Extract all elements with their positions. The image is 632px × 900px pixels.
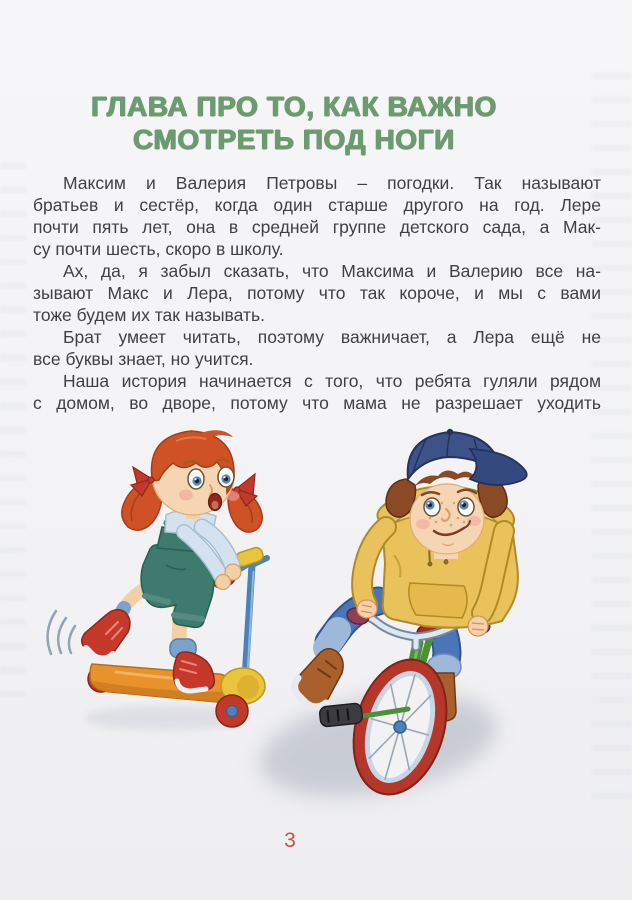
text-line: зывают Макс и Лера, потому что так короче, и мы с вами xyxy=(33,283,601,303)
text-line: почти пять лет, она в средней группе детского сада, а Мак- xyxy=(33,217,601,237)
text-line: Ах, да, я забыл сказать, что Максима и Валерию все на- xyxy=(63,261,601,281)
illustration xyxy=(26,415,606,835)
chapter-title-line-2: СМОТРЕТЬ ПОД НОГИ xyxy=(133,123,455,155)
text-line: Максим и Валерия Петровы – погодки. Так называют xyxy=(63,173,601,193)
print-bleed-through xyxy=(0,150,26,710)
girl-on-scooter xyxy=(48,430,267,727)
text-line: Наша история начинается с того, что ребята гуляли рядом xyxy=(63,371,601,391)
speed-lines xyxy=(48,611,75,654)
text-line: су почти шесть, скоро в школу. xyxy=(33,239,284,259)
page-number: 3 xyxy=(284,829,296,852)
illustration-svg xyxy=(26,415,606,835)
text-line: с домом, во дворе, потому что мама не разрешает уходить xyxy=(33,393,601,413)
text-line: все буквы знает, но учится. xyxy=(33,349,254,369)
girl-back-leg xyxy=(82,587,148,659)
chapter-title xyxy=(33,90,601,156)
text-line: братьев и сестёр, когда один старше другого на год. Лере xyxy=(33,195,601,215)
story-text xyxy=(33,172,601,414)
girl-head xyxy=(122,430,263,532)
chapter-title-line-1: ГЛАВА ПРО ТО, КАК ВАЖНО xyxy=(91,90,497,122)
text-line: Брат умеет читать, поэтому важничает, а Лера ещё не xyxy=(63,327,601,347)
text-line: тоже будем их так называть. xyxy=(33,305,266,325)
